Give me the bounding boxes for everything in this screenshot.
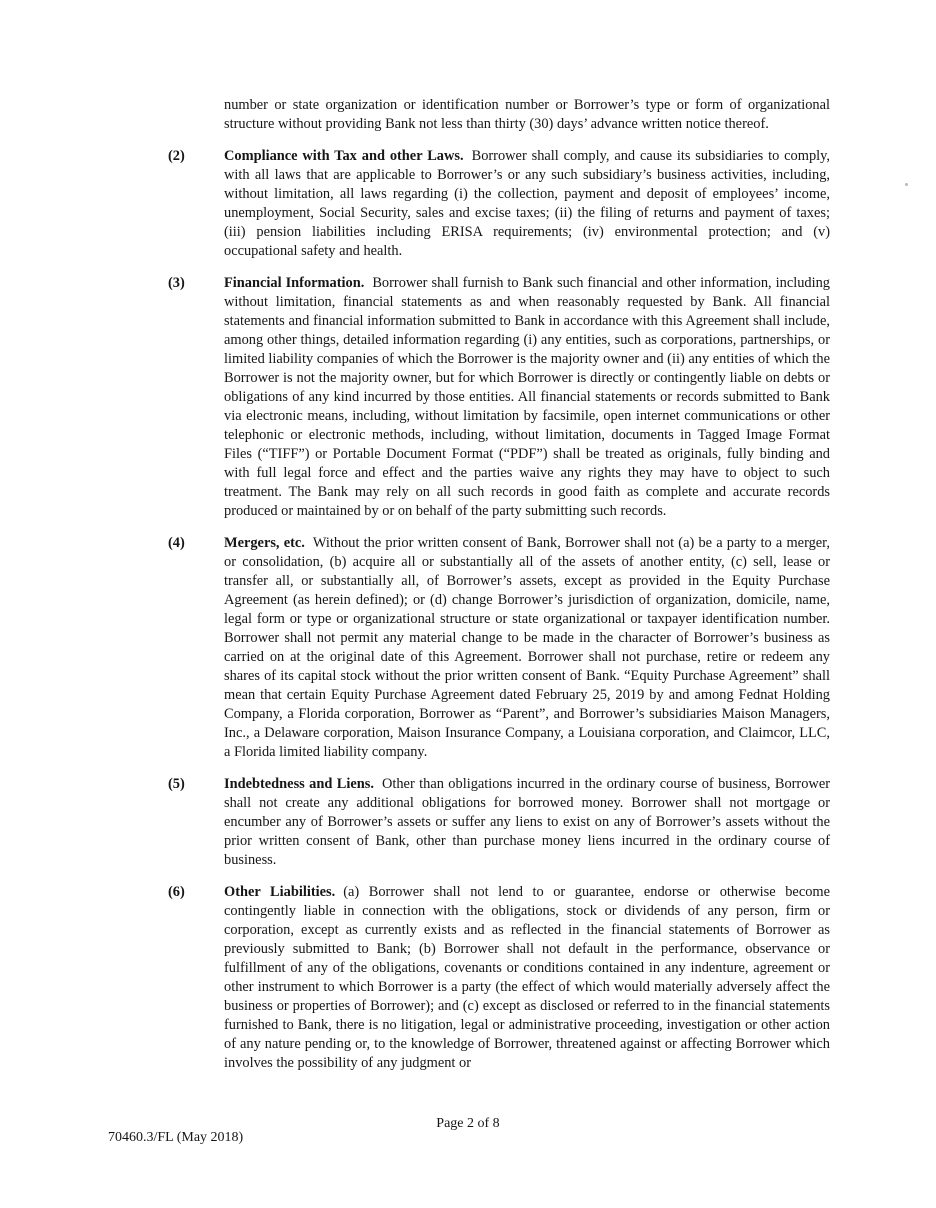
section-number: (6): [168, 884, 185, 900]
section-text: (a) Borrower shall not lend to or guarantee, endorse or otherwise become contingently liable in connection with the obligations, stock or dividends of any person, firm or corporation, except as currently exists and as reflected in the financial statements of Borrower as previously submitted to Bank; (b) Borrower shall not default in the performance, observance or fulfillment of any of the obligations, covenants or conditions contained in any indenture, agreement or other instrument to which Borrower is a party (the effect of which would materially adversely affect the business or properties of Borrower); and (c) except as disclosed or referred to in the financial statements furnished to Bank, there is no litigation, legal or administrative proceeding, investigation or other action of any nature pending or, to the knowledge of Borrower, threatened against or affecting Borrower which involves the possibility of any judgment or: [224, 884, 830, 1071]
section-body: [224, 274, 830, 521]
section-indebtedness-liens: [168, 775, 830, 870]
section-heading: Compliance with Tax and other Laws.: [224, 148, 464, 164]
section-body: [224, 775, 830, 870]
section-number: (4): [168, 535, 185, 551]
section-heading: Indebtedness and Liens.: [224, 776, 374, 792]
section-heading: Financial Information.: [224, 275, 365, 291]
section-number: (2): [168, 148, 185, 164]
scan-speck: [905, 183, 908, 186]
section-text: Borrower shall comply, and cause its subsidiaries to comply, with all laws that are applicable to Borrower’s or any such subsidiary’s business activities, including, without limitation, all laws regarding (i) the collection, payment and deposit of employees’ income, unemployment, Social Security, sales and excise taxes; (ii) the filing of returns and payment of taxes; (iii) pension liabilities including ERISA requirements; (iv) environmental protection; and (v) occupational safety and health.: [224, 148, 831, 259]
section-compliance-tax-laws: [168, 147, 830, 261]
section-financial-information: [168, 274, 830, 521]
section-heading: Mergers, etc.: [224, 535, 305, 551]
continuation-paragraph: number or state organization or identification number or Borrower’s type or form of organizational structure without providing Bank not less than thirty (30) days’ advance written notice thereof.: [224, 97, 830, 132]
section-mergers: [168, 534, 830, 762]
page-content: [168, 96, 830, 1086]
section-body: [224, 883, 830, 1073]
section-text: Without the prior written consent of Bank, Borrower shall not (a) be a party to a merger, or consolidation, (b) acquire all or substantially all of the assets of another entity, (c) sell, lease or transfer all, or substantially all, of Borrower’s assets, except as provided in the Equity Purchase Agreement (as herein defined); or (d) change Borrower’s jurisdiction of organization, domicile, name, legal form or type or organizational structure or state organizational or taxpayer identification number. Borrower shall not permit any material change to be made in the character of Borrower’s business as carried on at the original date of this Agreement. Borrower shall not purchase, retire or redeem any shares of its capital stock without the prior written consent of Bank. “Equity Purchase Agreement” shall mean that certain Equity Purchase Agreement dated February 25, 2019 by and among Fednat Holding Company, a Florida corporation, Borrower as “Parent”, and Borrower’s subsidiaries Maison Managers, Inc., a Delaware corporation, Maison Insurance Company, a Louisiana corporation, and Claimcor, LLC, a Florida limited liability company.: [224, 535, 830, 760]
document-reference-number: 70460.3/FL (May 2018): [108, 1130, 244, 1145]
section-other-liabilities: [168, 883, 830, 1073]
section-text: Other than obligations incurred in the ordinary course of business, Borrower shall not create any additional obligations for borrowed money. Borrower shall not mortgage or encumber any of Borrower’s assets or suffer any liens to exist on any of Borrower’s assets without the prior written consent of Bank, other than purchase money liens incurred in the ordinary course of business.: [224, 776, 830, 868]
section-number: (5): [168, 776, 185, 792]
page-number: Page 2 of 8: [436, 1116, 500, 1131]
section-body: [224, 534, 830, 762]
section-body: [224, 147, 830, 261]
section-heading: Other Liabilities.: [224, 884, 336, 900]
section-number: (3): [168, 275, 185, 291]
section-text: Borrower shall furnish to Bank such financial and other information, including without limitation, financial statements as and when reasonably requested by Bank. All financial statements and financial information submitted to Bank in accordance with this Agreement shall include, among other things, detailed information regarding (i) any entities, such as corporations, partnerships, or limited liability companies of which the Borrower is the majority owner and (ii) any entities of which the Borrower is not the majority owner, but for which Borrower is directly or contingently liable on debts or obligations of any kind incurred by those entities. All financial statements or records submitted to Bank via electronic means, including, without limitation by facsimile, open internet communications or other telephonic or electronic methods, including, without limitation, documents in Tagged Image Format Files (“TIFF”) or Portable Document Format (“PDF”) shall be treated as originals, fully binding and with full legal force and effect and the parties waive any rights they may have to object to such treatment. The Bank may rely on all such records in good faith as complete and accurate records produced or maintained by or on behalf of the party submitting such records.: [224, 275, 830, 519]
